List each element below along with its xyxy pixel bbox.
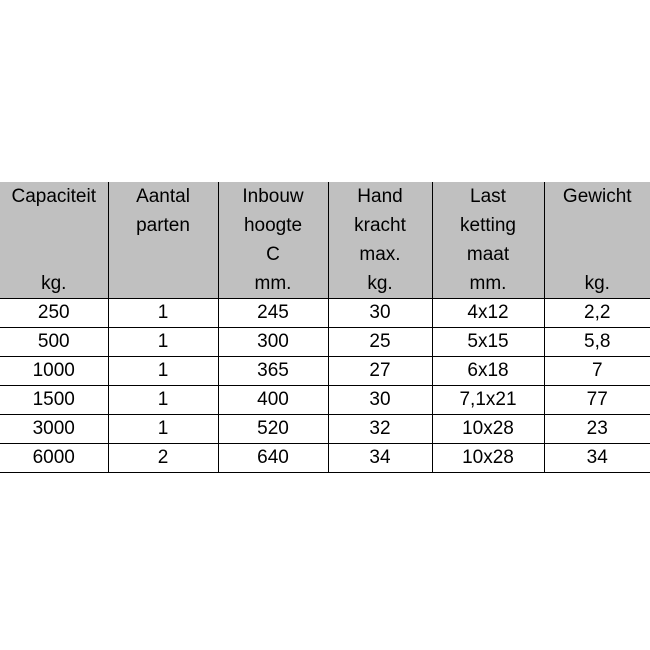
header-gewicht-line-1: Gewicht xyxy=(562,186,632,207)
header-aantal-parten-line-2: parten xyxy=(136,215,190,236)
table-row xyxy=(0,444,650,473)
header-last-ketting-maat-line-2: ketting xyxy=(460,215,516,236)
cell-last-ketting-maat: 10x28 xyxy=(432,444,544,473)
cell-last-ketting-maat: 6x18 xyxy=(432,357,544,386)
header-hand-kracht-unit: kg. xyxy=(367,273,393,294)
cell-last-ketting-maat: 5x15 xyxy=(432,328,544,357)
cell-aantal-parten: 1 xyxy=(108,415,218,444)
cell-inbouw-hoogte: 245 xyxy=(218,299,328,328)
header-last-ketting-maat xyxy=(432,182,544,299)
cell-capaciteit: 500 xyxy=(0,328,108,357)
table-row xyxy=(0,386,650,415)
header-hand-kracht-line-3: max. xyxy=(359,244,401,265)
specification-table xyxy=(0,182,650,473)
cell-capaciteit: 6000 xyxy=(0,444,108,473)
table-row xyxy=(0,328,650,357)
table-row xyxy=(0,415,650,444)
cell-inbouw-hoogte: 365 xyxy=(218,357,328,386)
cell-aantal-parten: 1 xyxy=(108,328,218,357)
header-aantal-parten xyxy=(108,182,218,299)
table-row xyxy=(0,357,650,386)
cell-aantal-parten: 2 xyxy=(108,444,218,473)
header-last-ketting-maat-unit: mm. xyxy=(469,273,507,294)
cell-gewicht: 23 xyxy=(544,415,650,444)
cell-gewicht: 5,8 xyxy=(544,328,650,357)
cell-inbouw-hoogte: 400 xyxy=(218,386,328,415)
header-hand-kracht-line-2: kracht xyxy=(354,215,406,236)
cell-capaciteit: 3000 xyxy=(0,415,108,444)
header-hand-kracht xyxy=(328,182,432,299)
header-last-ketting-maat-line-3: maat xyxy=(466,244,510,265)
header-gewicht xyxy=(544,182,650,299)
table-row xyxy=(0,299,650,328)
header-inbouw-hoogte-unit: mm. xyxy=(254,273,292,294)
cell-hand-kracht: 34 xyxy=(328,444,432,473)
header-inbouw-hoogte-line-3: C xyxy=(266,244,280,265)
header-inbouw-hoogte xyxy=(218,182,328,299)
cell-hand-kracht: 27 xyxy=(328,357,432,386)
cell-capaciteit: 250 xyxy=(0,299,108,328)
header-row xyxy=(0,182,650,299)
cell-hand-kracht: 25 xyxy=(328,328,432,357)
cell-gewicht: 77 xyxy=(544,386,650,415)
cell-gewicht: 7 xyxy=(544,357,650,386)
cell-capaciteit: 1500 xyxy=(0,386,108,415)
cell-aantal-parten: 1 xyxy=(108,357,218,386)
header-capaciteit xyxy=(0,182,108,299)
cell-last-ketting-maat: 7,1x21 xyxy=(432,386,544,415)
cell-last-ketting-maat: 4x12 xyxy=(432,299,544,328)
cell-inbouw-hoogte: 520 xyxy=(218,415,328,444)
header-last-ketting-maat-line-1: Last xyxy=(470,186,506,207)
header-aantal-parten-line-1: Aantal xyxy=(136,186,190,207)
header-gewicht-unit: kg. xyxy=(584,273,610,294)
header-inbouw-hoogte-line-1: Inbouw xyxy=(242,186,304,207)
header-hand-kracht-line-1: Hand xyxy=(357,186,403,207)
header-capaciteit-unit: kg. xyxy=(41,273,67,294)
cell-gewicht: 34 xyxy=(544,444,650,473)
cell-aantal-parten: 1 xyxy=(108,386,218,415)
cell-gewicht: 2,2 xyxy=(544,299,650,328)
cell-aantal-parten: 1 xyxy=(108,299,218,328)
cell-hand-kracht: 30 xyxy=(328,386,432,415)
header-inbouw-hoogte-line-2: hoogte xyxy=(243,215,303,236)
cell-inbouw-hoogte: 640 xyxy=(218,444,328,473)
header-capaciteit-line-1: Capaciteit xyxy=(11,186,96,207)
cell-capaciteit: 1000 xyxy=(0,357,108,386)
cell-hand-kracht: 32 xyxy=(328,415,432,444)
cell-hand-kracht: 30 xyxy=(328,299,432,328)
cell-last-ketting-maat: 10x28 xyxy=(432,415,544,444)
cell-inbouw-hoogte: 300 xyxy=(218,328,328,357)
